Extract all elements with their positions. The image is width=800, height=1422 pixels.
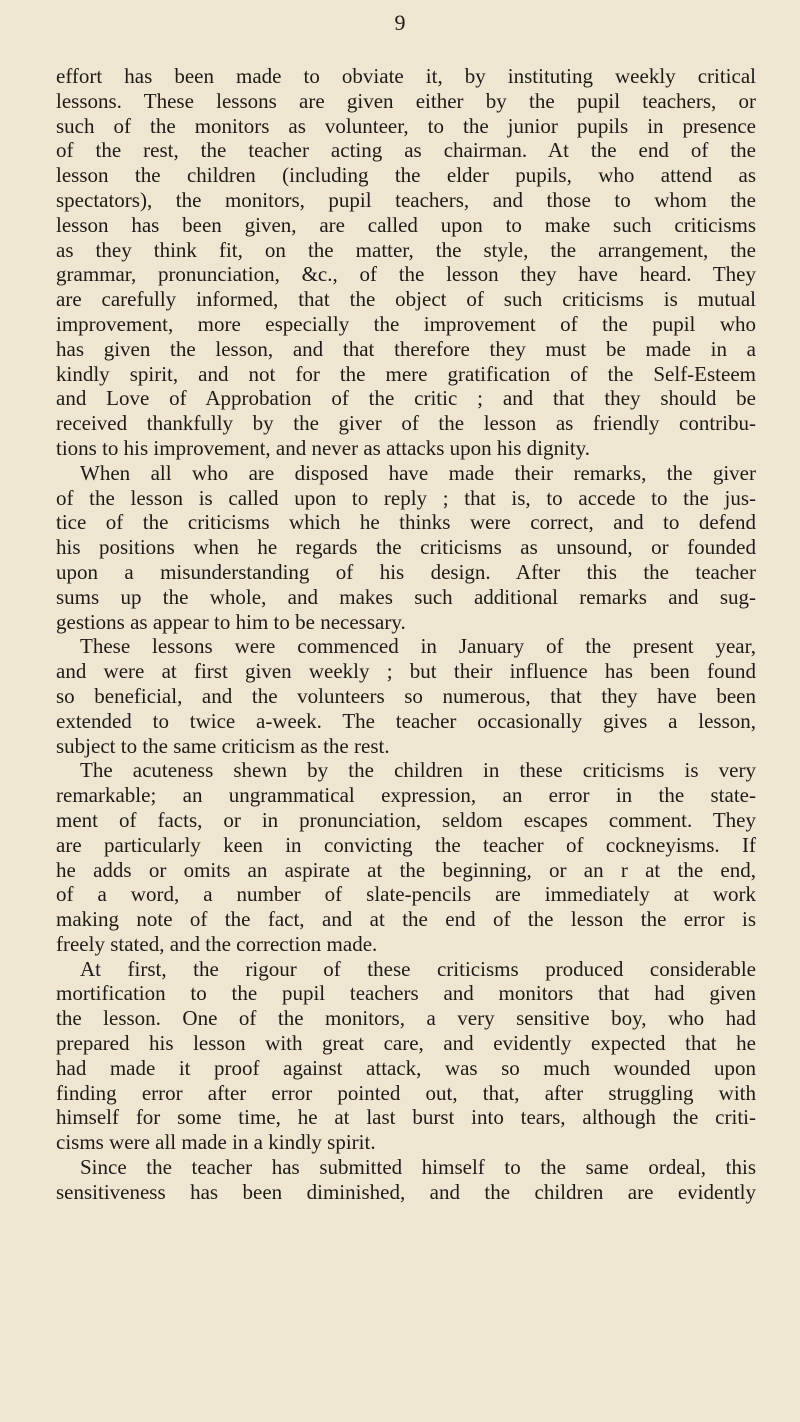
text-line: lessons. These lessons are given either by the pupil teachers, or: [56, 88, 756, 113]
text-line: subject to the same criticism as the rest.: [56, 733, 390, 758]
page-number: 9: [394, 10, 406, 35]
text-line: grammar, pronunciation, &c., of the lesson they have heard. They: [56, 262, 756, 287]
text-line: of a word, a number of slate-pencils are immediately at work: [56, 882, 756, 907]
text-line: improvement, more especially the improvement of the pupil who: [56, 311, 756, 336]
text-line: Since the teacher has submitted himself to the same ordeal, this: [80, 1155, 756, 1180]
text-line: extended to twice a-week. The teacher occasionally gives a lesson,: [56, 708, 756, 733]
text-line: received thankfully by the giver of the lesson as friendly contribu-: [56, 411, 756, 436]
body-text: [56, 64, 756, 1205]
text-line: himself for some time, he at last burst into tears, although the criti-: [56, 1105, 756, 1130]
text-line: The acuteness shewn by the children in these criticisms is very: [80, 758, 756, 783]
text-line: and were at first given weekly ; but their influence has been found: [56, 659, 756, 684]
text-line: of the rest, the teacher acting as chairman. At the end of the: [56, 138, 756, 163]
text-line: lesson the children (including the elder pupils, who attend as: [56, 163, 756, 188]
text-line: so beneficial, and the volunteers so numerous, that they have been: [56, 683, 756, 708]
text-line: sums up the whole, and makes such additional remarks and sug-: [56, 584, 756, 609]
text-line: At first, the rigour of these criticisms produced considerable: [80, 956, 756, 981]
text-line: cisms were all made in a kindly spirit.: [56, 1130, 376, 1155]
text-line: These lessons were commenced in January of the present year,: [80, 634, 756, 659]
text-line: effort has been made to obviate it, by instituting weekly critical: [56, 64, 756, 88]
text-line: spectators), the monitors, pupil teachers, and those to whom the: [56, 187, 756, 212]
text-line: remarkable; an ungrammatical expression, an error in the state-: [56, 783, 756, 808]
text-line: sensitiveness has been diminished, and the children are evidently: [56, 1179, 756, 1204]
text-line: such of the monitors as volunteer, to the junior pupils in presence: [56, 113, 756, 138]
text-line: freely stated, and the correction made.: [56, 931, 378, 956]
text-line: tice of the criticisms which he thinks were correct, and to defend: [56, 510, 756, 535]
text-line: tions to his improvement, and never as attacks upon his dignity.: [56, 435, 591, 460]
text-line: lesson has been given, are called upon to make such criticisms: [56, 212, 756, 237]
text-line: making note of the fact, and at the end of the lesson the error is: [56, 907, 756, 932]
text-line: had made it proof against attack, was so much wounded upon: [56, 1055, 756, 1080]
text-line: prepared his lesson with great care, and evidently expected that he: [56, 1031, 756, 1056]
text-line: and Love of Approbation of the critic ; and that they should be: [56, 386, 756, 411]
text-line: he adds or omits an aspirate at the beginning, or an r at the end,: [56, 857, 756, 882]
text-line: the lesson. One of the monitors, a very sensitive boy, who had: [56, 1006, 756, 1031]
text-line: kindly spirit, and not for the mere gratification of the Self-Esteem: [56, 361, 756, 386]
text-line: When all who are disposed have made their remarks, the giver: [80, 460, 756, 485]
text-line: gestions as appear to him to be necessary.: [56, 609, 406, 634]
text-line: as they think fit, on the matter, the style, the arrangement, the: [56, 237, 756, 262]
text-line: of the lesson is called upon to reply ; that is, to accede to the jus-: [56, 485, 756, 510]
text-line: has given the lesson, and that therefore they must be made in a: [56, 336, 756, 361]
text-line: finding error after error pointed out, that, after struggling with: [56, 1080, 756, 1105]
text-line: are carefully informed, that the object of such criticisms is mutual: [56, 287, 756, 312]
text-line: upon a misunderstanding of his design. After this the teacher: [56, 559, 756, 584]
text-line: ment of facts, or in pronunciation, seldom escapes comment. They: [56, 807, 756, 832]
text-line: his positions when he regards the criticisms as unsound, or founded: [56, 535, 756, 560]
text-line: mortification to the pupil teachers and monitors that had given: [56, 981, 756, 1006]
text-line: are particularly keen in convicting the teacher of cockneyisms. If: [56, 832, 756, 857]
